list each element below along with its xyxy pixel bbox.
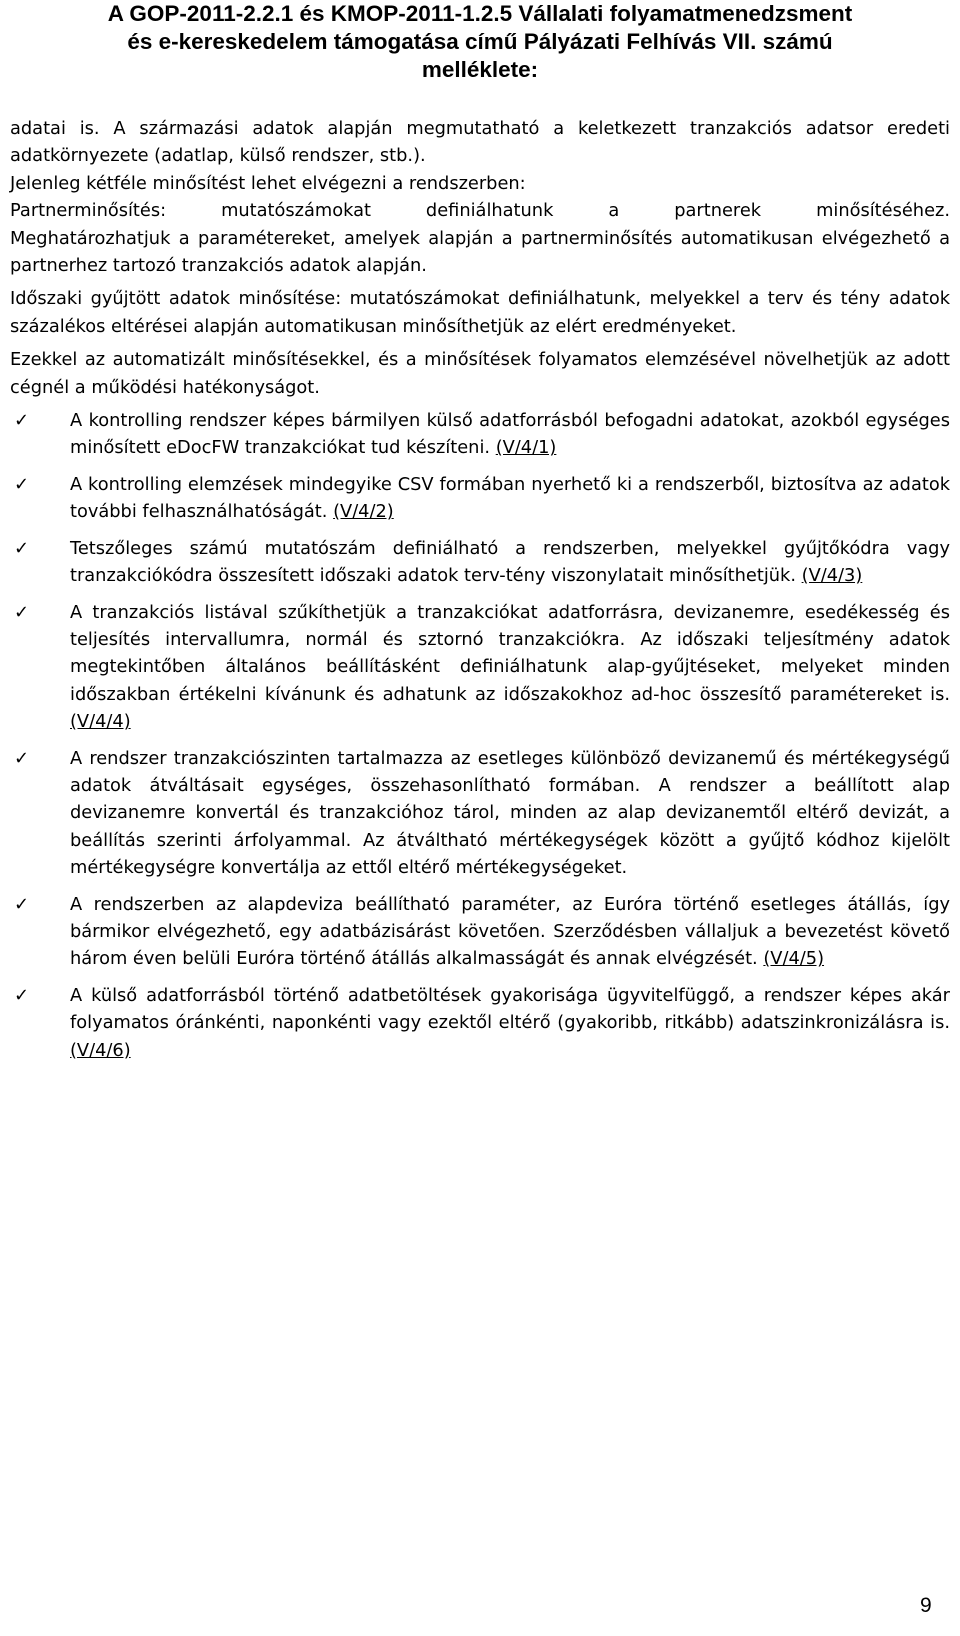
paragraph-partner-rating-line1: Partnerminősítés: mutatószámokat definiálhatunk a partnerek minősítéséhez. <box>10 200 950 222</box>
list-item <box>10 891 950 973</box>
checkmark-icon: ✓ <box>14 601 30 623</box>
header-line-1: A GOP-2011-2.2.1 és KMOP-2011-1.2.5 Vállalati folyamatmenedzsment <box>107 1 853 26</box>
paragraph-intro: Jelenleg kétféle minősítést lehet elvégezni a rendszerben: <box>10 172 526 194</box>
list-item-text: Tetszőleges számú mutatószám definiálható a rendszerben, melyekkel gyűjtőkódra vagy tranzakciókódra összesített időszaki adatok terv-tény viszonylatait minősíthetjük. <box>70 537 950 587</box>
checkmark-icon: ✓ <box>14 537 30 559</box>
page-number: 9 <box>920 1594 932 1617</box>
feature-checklist <box>10 407 950 1064</box>
requirement-reference: (V/4/2) <box>333 501 394 523</box>
paragraph-periodic-rating: Időszaki gyűjtött adatok minősítése: mutatószámokat definiálhatunk, melyekkel a terv és tény adatok százalékos eltérései alapján automatikusan minősíthetjük az elért eredményeket. <box>10 288 950 337</box>
list-item-text: A kontrolling rendszer képes bármilyen külső adatforrásból befogadni adatokat, azokból egységes minősített eDocFW tranzakciókat tud készíteni. <box>70 410 950 459</box>
list-item <box>10 535 950 590</box>
requirement-reference: (V/4/5) <box>763 948 825 970</box>
list-item <box>10 407 950 462</box>
list-item <box>10 471 950 526</box>
paragraph-efficiency: Ezekkel az automatizált minősítésekkel, és a minősítések folyamatos elemzésével növelhetjük az adott cégnél a működési hatékonyságot. <box>10 349 950 398</box>
requirement-reference: (V/4/3) <box>801 565 863 587</box>
list-item <box>10 599 950 736</box>
paragraph-origin: adatai is. A származási adatok alapján megmutatható a keletkezett tranzakciós adatsor eredeti adatkörnyezete (adatlap, külső rendszer, stb.). <box>10 118 950 167</box>
list-item-text: A rendszerben az alapdeviza beállítható paraméter, az Euróra történő esetleges átállás, így bármikor elvégezhető, egy adatbázisárást követően. Szerződésben vállaljuk a bevezetést követő három éven belüli Euróra történő átállás alkalmasságát és annak elvégzését. <box>70 893 950 970</box>
document-header <box>0 0 960 84</box>
list-item-text: A külső adatforrásból történő adatbetöltések gyakorisága ügyvitelfüggő, a rendszer képes akár folyamatos óránkénti, naponkénti vagy ezektől eltérő (gyakoribb, ritkább) adatszinkronizálásra is. <box>70 984 950 1034</box>
checkmark-icon: ✓ <box>14 747 30 769</box>
list-item <box>10 745 950 882</box>
header-line-2: és e-kereskedelem támogatása című Pályázati Felhívás VII. számú <box>127 29 833 54</box>
header-line-3: melléklete: <box>421 57 539 82</box>
requirement-reference: (V/4/1) <box>495 437 557 459</box>
list-item-text: A kontrolling elemzések mindegyike CSV formában nyerhető ki a rendszerből, biztosítva az adatok további felhasználhatóságát. <box>70 473 950 523</box>
checkmark-icon: ✓ <box>14 984 30 1006</box>
checkmark-icon: ✓ <box>14 410 30 432</box>
list-item-text: A tranzakciós listával szűkíthetjük a tranzakciókat adatforrásra, devizanemre, esedékesség és teljesítés intervallumra, normál és sztornó tranzakciókra. Az időszaki teljesítmény adatok megtekintőben általános beállításként definiálhatunk alap-gyűjtéseket, melyeket minden időszakban értékelni kívánunk és adhatunk az időszakokhoz ad-hoc összesítő paramétereket is. <box>70 601 950 705</box>
list-item-text: A rendszer tranzakciószinten tartalmazza az esetleges különböző devizanemű és mértékegységű adatok átváltásait egységes, összehasonlítható formában. A rendszer a beállított alap devizanemre konvertál és tranzakcióhoz tárol, minden az alap devizanemtől eltérő devizát, a beállítás szerinti árfolyammal. Az átváltható mértékegységek között a gyűjtő kódhoz kijelölt mértékegységre konvertálja az ettől eltérő mértékegységeket. <box>70 747 950 879</box>
checkmark-icon: ✓ <box>14 473 30 495</box>
document-body <box>10 115 950 1073</box>
requirement-reference: (V/4/6) <box>70 1039 131 1061</box>
checkmark-icon: ✓ <box>14 893 30 915</box>
paragraph-partner-rating-rest: Meghatározhatjuk a paramétereket, amelyek alapján a partnerminősítés automatikusan elvégezhető a partnerhez tartozó tranzakciós adatok alapján. <box>10 227 950 277</box>
list-item <box>10 982 950 1064</box>
requirement-reference: (V/4/4) <box>70 711 131 733</box>
